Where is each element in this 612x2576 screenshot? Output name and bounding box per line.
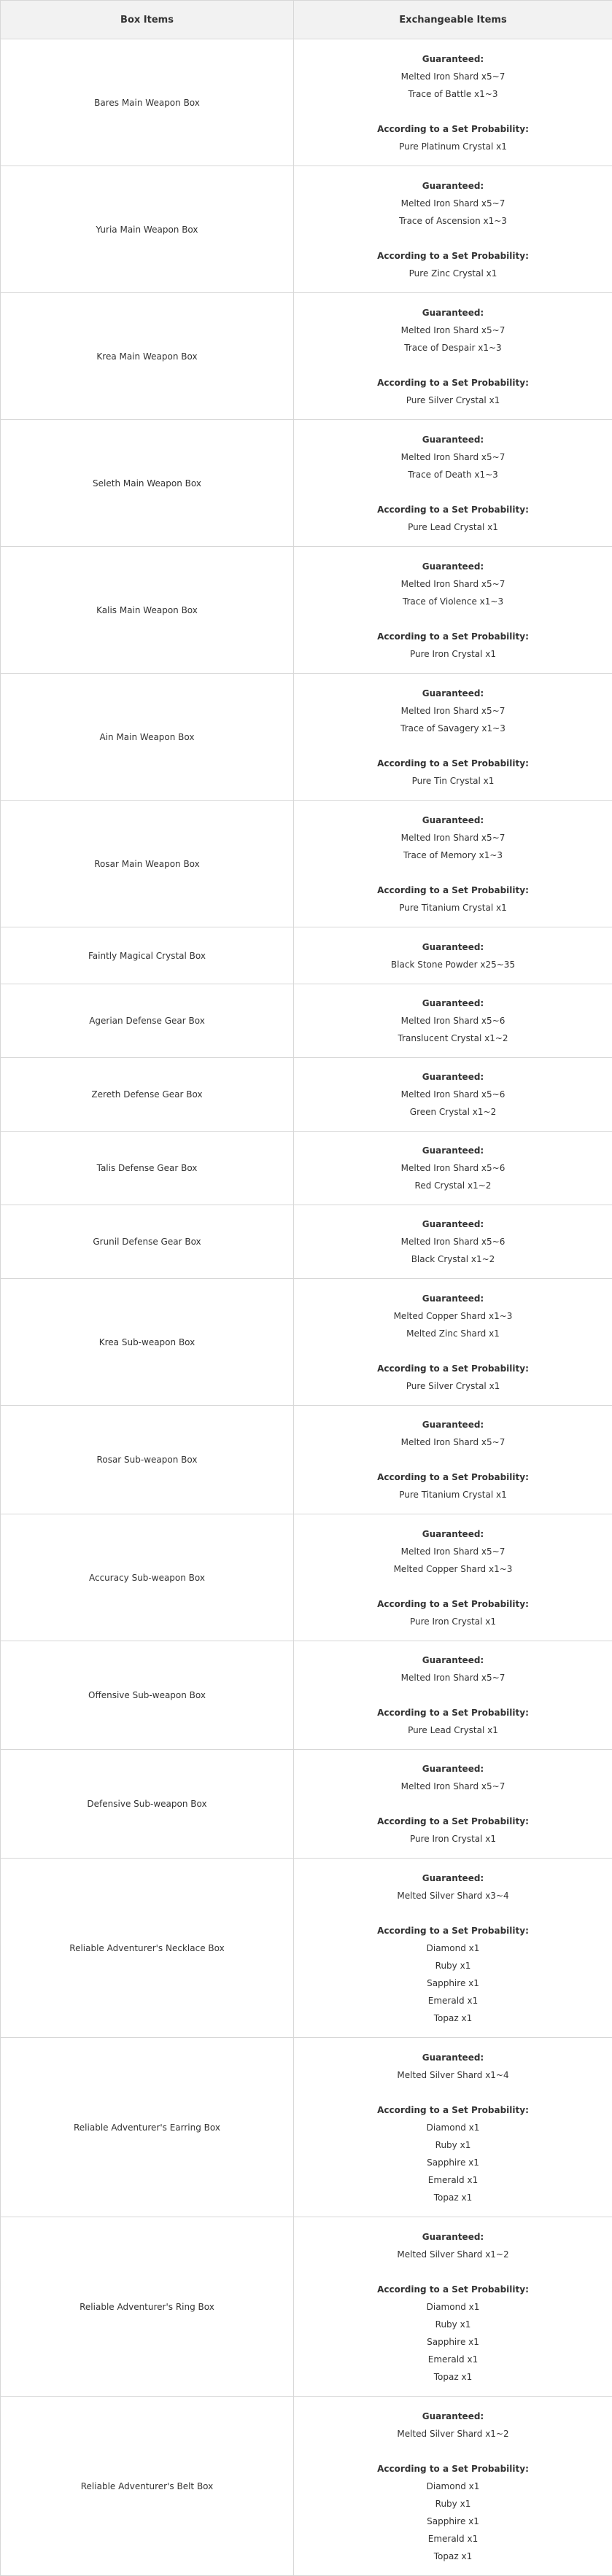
table-row xyxy=(1,2217,612,2397)
exchangeable-items-cell xyxy=(294,1641,612,1750)
box-item-name: Offensive Sub-weapon Box xyxy=(1,1641,294,1750)
guaranteed-label: Guaranteed: xyxy=(294,1215,612,1233)
guaranteed-item: Melted Iron Shard x5~7 xyxy=(294,1543,612,1560)
probability-item: Emerald x1 xyxy=(294,1992,612,2009)
guaranteed-item: Melted Iron Shard x5~7 xyxy=(294,829,612,847)
probability-item: Sapphire x1 xyxy=(294,2154,612,2171)
probability-item: Pure Silver Crystal x1 xyxy=(294,392,612,409)
probability-item: Pure Iron Crystal x1 xyxy=(294,1613,612,1630)
guaranteed-label: Guaranteed: xyxy=(294,50,612,68)
probability-item: Ruby x1 xyxy=(294,2316,612,2333)
table-row xyxy=(1,927,612,984)
guaranteed-item: Melted Iron Shard x5~7 xyxy=(294,702,612,720)
section-spacer xyxy=(294,2084,612,2101)
section-spacer xyxy=(294,610,612,628)
exchangeable-items-cell xyxy=(294,1859,612,2038)
probability-item: Emerald x1 xyxy=(294,2351,612,2368)
guaranteed-label: Guaranteed: xyxy=(294,1760,612,1778)
section-spacer xyxy=(294,1578,612,1595)
guaranteed-label: Guaranteed: xyxy=(294,2408,612,2425)
probability-item: Pure Titanium Crystal x1 xyxy=(294,899,612,917)
guaranteed-label: Guaranteed: xyxy=(294,812,612,829)
guaranteed-label: Guaranteed: xyxy=(294,1525,612,1543)
table-row xyxy=(1,1058,612,1132)
exchangeable-items-cell xyxy=(294,293,612,420)
box-item-name: Rosar Sub-weapon Box xyxy=(1,1406,294,1514)
guaranteed-label: Guaranteed: xyxy=(294,431,612,448)
section-spacer xyxy=(294,357,612,374)
section-spacer xyxy=(294,1451,612,1468)
probability-item: Pure Lead Crystal x1 xyxy=(294,518,612,536)
probability-label: According to a Set Probability: xyxy=(294,1360,612,1377)
exchangeable-items-cell xyxy=(294,420,612,547)
probability-item: Pure Lead Crystal x1 xyxy=(294,1721,612,1739)
box-item-name: Krea Main Weapon Box xyxy=(1,293,294,420)
guaranteed-item: Trace of Memory x1~3 xyxy=(294,847,612,864)
exchangeable-items-cell xyxy=(294,1132,612,1205)
guaranteed-item: Trace of Death x1~3 xyxy=(294,466,612,483)
box-item-name: Talis Defense Gear Box xyxy=(1,1132,294,1205)
guaranteed-label: Guaranteed: xyxy=(294,995,612,1012)
box-item-name: Zereth Defense Gear Box xyxy=(1,1058,294,1132)
guaranteed-item: Red Crystal x1~2 xyxy=(294,1177,612,1194)
guaranteed-item: Trace of Despair x1~3 xyxy=(294,339,612,357)
probability-item: Emerald x1 xyxy=(294,2171,612,2189)
table-row xyxy=(1,1205,612,1279)
exchangeable-items-cell xyxy=(294,1205,612,1279)
box-item-name: Yuria Main Weapon Box xyxy=(1,166,294,293)
probability-item: Diamond x1 xyxy=(294,2478,612,2495)
table-row xyxy=(1,1514,612,1641)
probability-item: Pure Iron Crystal x1 xyxy=(294,1830,612,1848)
exchangeable-items-cell xyxy=(294,927,612,984)
guaranteed-item: Melted Silver Shard x3~4 xyxy=(294,1887,612,1904)
probability-label: According to a Set Probability: xyxy=(294,2281,612,2298)
box-item-name: Ain Main Weapon Box xyxy=(1,674,294,801)
probability-label: According to a Set Probability: xyxy=(294,1595,612,1613)
probability-item: Diamond x1 xyxy=(294,1939,612,1957)
probability-item: Pure Zinc Crystal x1 xyxy=(294,265,612,282)
probability-item: Pure Silver Crystal x1 xyxy=(294,1377,612,1395)
table-row xyxy=(1,1132,612,1205)
exchangeable-items-cell xyxy=(294,1058,612,1132)
guaranteed-item: Melted Iron Shard x5~7 xyxy=(294,1778,612,1795)
probability-label: According to a Set Probability: xyxy=(294,1468,612,1486)
guaranteed-item: Melted Iron Shard x5~7 xyxy=(294,448,612,466)
guaranteed-item: Melted Zinc Shard x1 xyxy=(294,1325,612,1342)
section-spacer xyxy=(294,1904,612,1922)
exchangeable-items-cell xyxy=(294,547,612,674)
probability-label: According to a Set Probability: xyxy=(294,2460,612,2478)
probability-item: Diamond x1 xyxy=(294,2298,612,2316)
guaranteed-item: Melted Iron Shard x5~7 xyxy=(294,68,612,85)
section-spacer xyxy=(294,737,612,755)
box-item-name: Reliable Adventurer's Earring Box xyxy=(1,2038,294,2217)
probability-label: According to a Set Probability: xyxy=(294,1922,612,1939)
guaranteed-label: Guaranteed: xyxy=(294,304,612,322)
guaranteed-label: Guaranteed: xyxy=(294,1869,612,1887)
box-item-name: Grunil Defense Gear Box xyxy=(1,1205,294,1279)
guaranteed-item: Trace of Battle x1~3 xyxy=(294,85,612,103)
guaranteed-item: Melted Silver Shard x1~2 xyxy=(294,2246,612,2263)
table-row xyxy=(1,2038,612,2217)
table-row xyxy=(1,2397,612,2576)
guaranteed-item: Trace of Savagery x1~3 xyxy=(294,720,612,737)
exchangeable-items-cell xyxy=(294,674,612,801)
probability-item: Topaz x1 xyxy=(294,2548,612,2565)
section-spacer xyxy=(294,103,612,120)
guaranteed-item: Melted Copper Shard x1~3 xyxy=(294,1307,612,1325)
table-row xyxy=(1,1859,612,2038)
guaranteed-item: Melted Iron Shard x5~7 xyxy=(294,195,612,212)
exchangeable-items-cell xyxy=(294,2397,612,2576)
probability-label: According to a Set Probability: xyxy=(294,1813,612,1830)
guaranteed-item: Melted Iron Shard x5~7 xyxy=(294,1433,612,1451)
probability-item: Pure Platinum Crystal x1 xyxy=(294,138,612,155)
box-item-name: Seleth Main Weapon Box xyxy=(1,420,294,547)
column-header-exchangeable-items: Exchangeable Items xyxy=(294,1,612,39)
exchangeable-items-cell xyxy=(294,2217,612,2397)
guaranteed-label: Guaranteed: xyxy=(294,1290,612,1307)
box-item-name: Kalis Main Weapon Box xyxy=(1,547,294,674)
table-row xyxy=(1,420,612,547)
exchangeable-items-cell xyxy=(294,1750,612,1859)
section-spacer xyxy=(294,1686,612,1704)
table-row xyxy=(1,674,612,801)
guaranteed-label: Guaranteed: xyxy=(294,2228,612,2246)
probability-label: According to a Set Probability: xyxy=(294,2101,612,2119)
guaranteed-label: Guaranteed: xyxy=(294,1651,612,1669)
table-row xyxy=(1,1641,612,1750)
probability-item: Pure Tin Crystal x1 xyxy=(294,772,612,790)
probability-label: According to a Set Probability: xyxy=(294,882,612,899)
probability-item: Sapphire x1 xyxy=(294,2513,612,2530)
probability-item: Topaz x1 xyxy=(294,2368,612,2386)
guaranteed-item: Melted Iron Shard x5~6 xyxy=(294,1012,612,1030)
probability-label: According to a Set Probability: xyxy=(294,755,612,772)
table-body xyxy=(1,39,612,2576)
guaranteed-label: Guaranteed: xyxy=(294,2049,612,2066)
guaranteed-item: Translucent Crystal x1~2 xyxy=(294,1030,612,1047)
section-spacer xyxy=(294,1342,612,1360)
exchangeable-items-cell xyxy=(294,984,612,1058)
probability-label: According to a Set Probability: xyxy=(294,247,612,265)
guaranteed-item: Melted Iron Shard x5~7 xyxy=(294,575,612,593)
box-item-name: Defensive Sub-weapon Box xyxy=(1,1750,294,1859)
probability-item: Diamond x1 xyxy=(294,2119,612,2136)
guaranteed-item: Trace of Ascension x1~3 xyxy=(294,212,612,230)
probability-item: Ruby x1 xyxy=(294,2495,612,2513)
probability-item: Topaz x1 xyxy=(294,2189,612,2206)
exchangeable-items-cell xyxy=(294,166,612,293)
probability-item: Emerald x1 xyxy=(294,2530,612,2548)
column-header-box-items: Box Items xyxy=(1,1,294,39)
guaranteed-label: Guaranteed: xyxy=(294,177,612,195)
guaranteed-label: Guaranteed: xyxy=(294,1142,612,1159)
table-row xyxy=(1,801,612,927)
guaranteed-label: Guaranteed: xyxy=(294,1068,612,1086)
section-spacer xyxy=(294,2443,612,2460)
probability-item: Topaz x1 xyxy=(294,2009,612,2027)
guaranteed-item: Black Crystal x1~2 xyxy=(294,1250,612,1268)
box-item-name: Agerian Defense Gear Box xyxy=(1,984,294,1058)
section-spacer xyxy=(294,1795,612,1813)
box-item-name: Reliable Adventurer's Belt Box xyxy=(1,2397,294,2576)
table-row xyxy=(1,984,612,1058)
table-row xyxy=(1,293,612,420)
table-row xyxy=(1,166,612,293)
box-item-name: Rosar Main Weapon Box xyxy=(1,801,294,927)
guaranteed-item: Melted Iron Shard x5~6 xyxy=(294,1086,612,1103)
table-row xyxy=(1,1750,612,1859)
box-item-name: Krea Sub-weapon Box xyxy=(1,1279,294,1406)
guaranteed-item: Melted Copper Shard x1~3 xyxy=(294,1560,612,1578)
probability-item: Ruby x1 xyxy=(294,1957,612,1974)
guaranteed-item: Melted Iron Shard x5~7 xyxy=(294,1669,612,1686)
header-row xyxy=(1,1,612,39)
exchangeable-items-cell xyxy=(294,801,612,927)
guaranteed-label: Guaranteed: xyxy=(294,1416,612,1433)
guaranteed-item: Green Crystal x1~2 xyxy=(294,1103,612,1121)
section-spacer xyxy=(294,864,612,882)
table-row xyxy=(1,1406,612,1514)
guaranteed-item: Melted Iron Shard x5~6 xyxy=(294,1159,612,1177)
probability-label: According to a Set Probability: xyxy=(294,628,612,645)
box-item-name: Accuracy Sub-weapon Box xyxy=(1,1514,294,1641)
table-row xyxy=(1,1279,612,1406)
table-row xyxy=(1,547,612,674)
guaranteed-item: Black Stone Powder x25~35 xyxy=(294,956,612,973)
box-item-name: Faintly Magical Crystal Box xyxy=(1,927,294,984)
exchangeable-items-cell xyxy=(294,1279,612,1406)
exchangeable-items-cell xyxy=(294,2038,612,2217)
guaranteed-label: Guaranteed: xyxy=(294,558,612,575)
probability-label: According to a Set Probability: xyxy=(294,120,612,138)
guaranteed-label: Guaranteed: xyxy=(294,685,612,702)
probability-label: According to a Set Probability: xyxy=(294,1704,612,1721)
probability-item: Pure Iron Crystal x1 xyxy=(294,645,612,663)
guaranteed-item: Melted Iron Shard x5~6 xyxy=(294,1233,612,1250)
probability-item: Pure Titanium Crystal x1 xyxy=(294,1486,612,1503)
exchangeable-items-cell xyxy=(294,1514,612,1641)
guaranteed-item: Melted Iron Shard x5~7 xyxy=(294,322,612,339)
guaranteed-label: Guaranteed: xyxy=(294,938,612,956)
exchangeable-items-cell xyxy=(294,39,612,166)
probability-label: According to a Set Probability: xyxy=(294,501,612,518)
probability-item: Sapphire x1 xyxy=(294,1974,612,1992)
box-item-name: Reliable Adventurer's Necklace Box xyxy=(1,1859,294,2038)
probability-item: Ruby x1 xyxy=(294,2136,612,2154)
section-spacer xyxy=(294,230,612,247)
box-item-name: Bares Main Weapon Box xyxy=(1,39,294,166)
table-row xyxy=(1,39,612,166)
section-spacer xyxy=(294,483,612,501)
exchangeable-items-cell xyxy=(294,1406,612,1514)
guaranteed-item: Trace of Violence x1~3 xyxy=(294,593,612,610)
guaranteed-item: Melted Silver Shard x1~4 xyxy=(294,2066,612,2084)
section-spacer xyxy=(294,2263,612,2281)
probability-label: According to a Set Probability: xyxy=(294,374,612,392)
probability-item: Sapphire x1 xyxy=(294,2333,612,2351)
guaranteed-item: Melted Silver Shard x1~2 xyxy=(294,2425,612,2443)
box-item-name: Reliable Adventurer's Ring Box xyxy=(1,2217,294,2397)
